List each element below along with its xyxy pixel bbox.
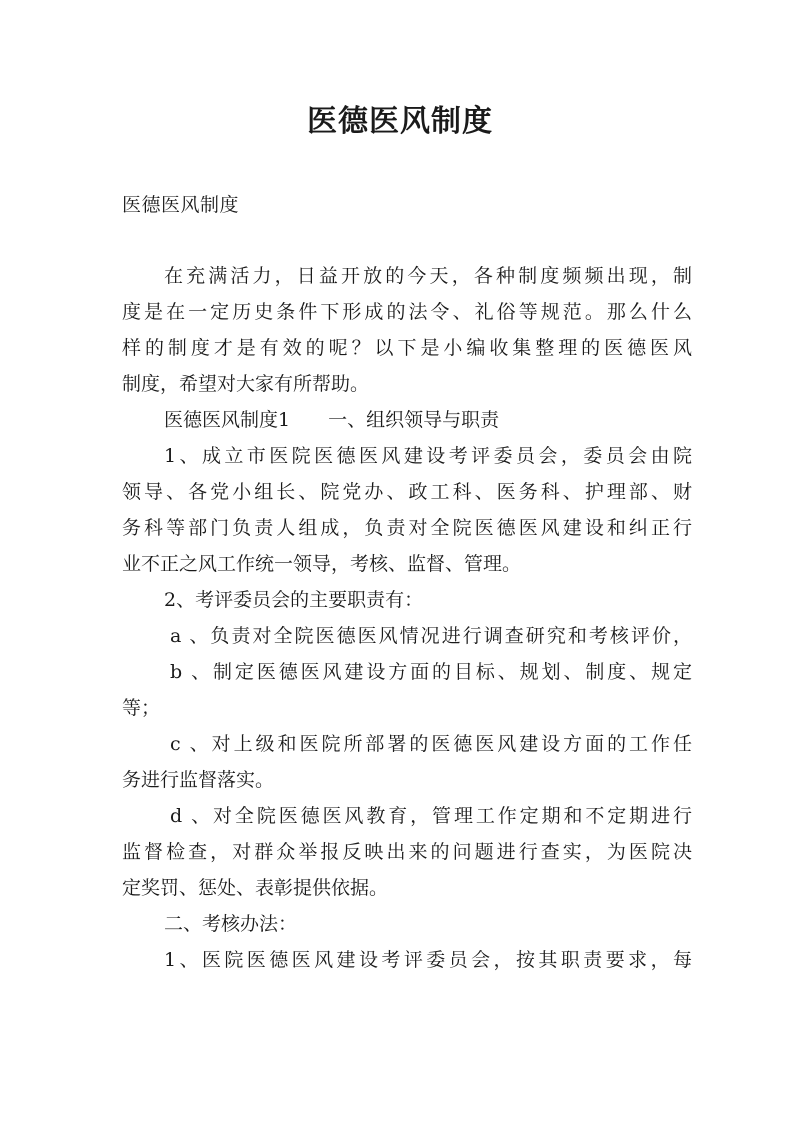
paragraph-line: 在充满活力，日益开放的今天，各种制度频频出现，制: [164, 265, 692, 287]
paragraph-line: 务科等部门负责人组成，负责对全院医德医风建设和纠正行: [122, 517, 692, 539]
list-item-line: 等；: [122, 697, 161, 719]
list-item-line: 定奖罚、惩处、表彰提供依据。: [122, 877, 389, 899]
document-body: [122, 258, 692, 978]
document-title: 医德医风制度: [307, 104, 493, 139]
section-heading-line: 二、考核办法：: [164, 913, 298, 935]
list-item-line: b 、制定医德医风建设方面的目标、规划、制度、规定: [170, 661, 692, 683]
paragraph-line: 制度，希望对大家有所帮助。: [122, 373, 370, 395]
list-item-line: d 、对全院医德医风教育，管理工作定期和不定期进行: [170, 805, 692, 827]
paragraph-line: 度是在一定历史条件下形成的法令、礼俗等规范。那么什么: [122, 301, 692, 323]
section-heading-line: 医德医风制度1 一、组织领导与职责: [164, 409, 500, 431]
paragraph-line: 1、医院医德医风建设考评委员会，按其职责要求，每: [164, 949, 692, 971]
list-item-line: c 、对上级和医院所部署的医德医风建设方面的工作任: [170, 733, 692, 755]
list-item-line: 监督检查，对群众举报反映出来的问题进行查实，为医院决: [122, 841, 692, 863]
paragraph-line: 2、考评委员会的主要职责有：: [164, 589, 424, 611]
paragraph-line: 领导、各党小组长、院党办、政工科、医务科、护理部、财: [122, 481, 692, 503]
document-subtitle: 医德医风制度: [122, 194, 240, 216]
list-item-line: 务进行监督落实。: [122, 769, 275, 791]
paragraph-line: 1、成立市医院医德医风建设考评委员会，委员会由院: [164, 445, 692, 467]
paragraph-line: 样的制度才是有效的呢？以下是小编收集整理的医德医风: [122, 337, 692, 359]
paragraph-line: 业不正之风工作统一领导，考核、监督、管理。: [122, 553, 522, 575]
list-item-line: a 、负责对全院医德医风情况进行调查研究和考核评价，: [170, 625, 692, 647]
